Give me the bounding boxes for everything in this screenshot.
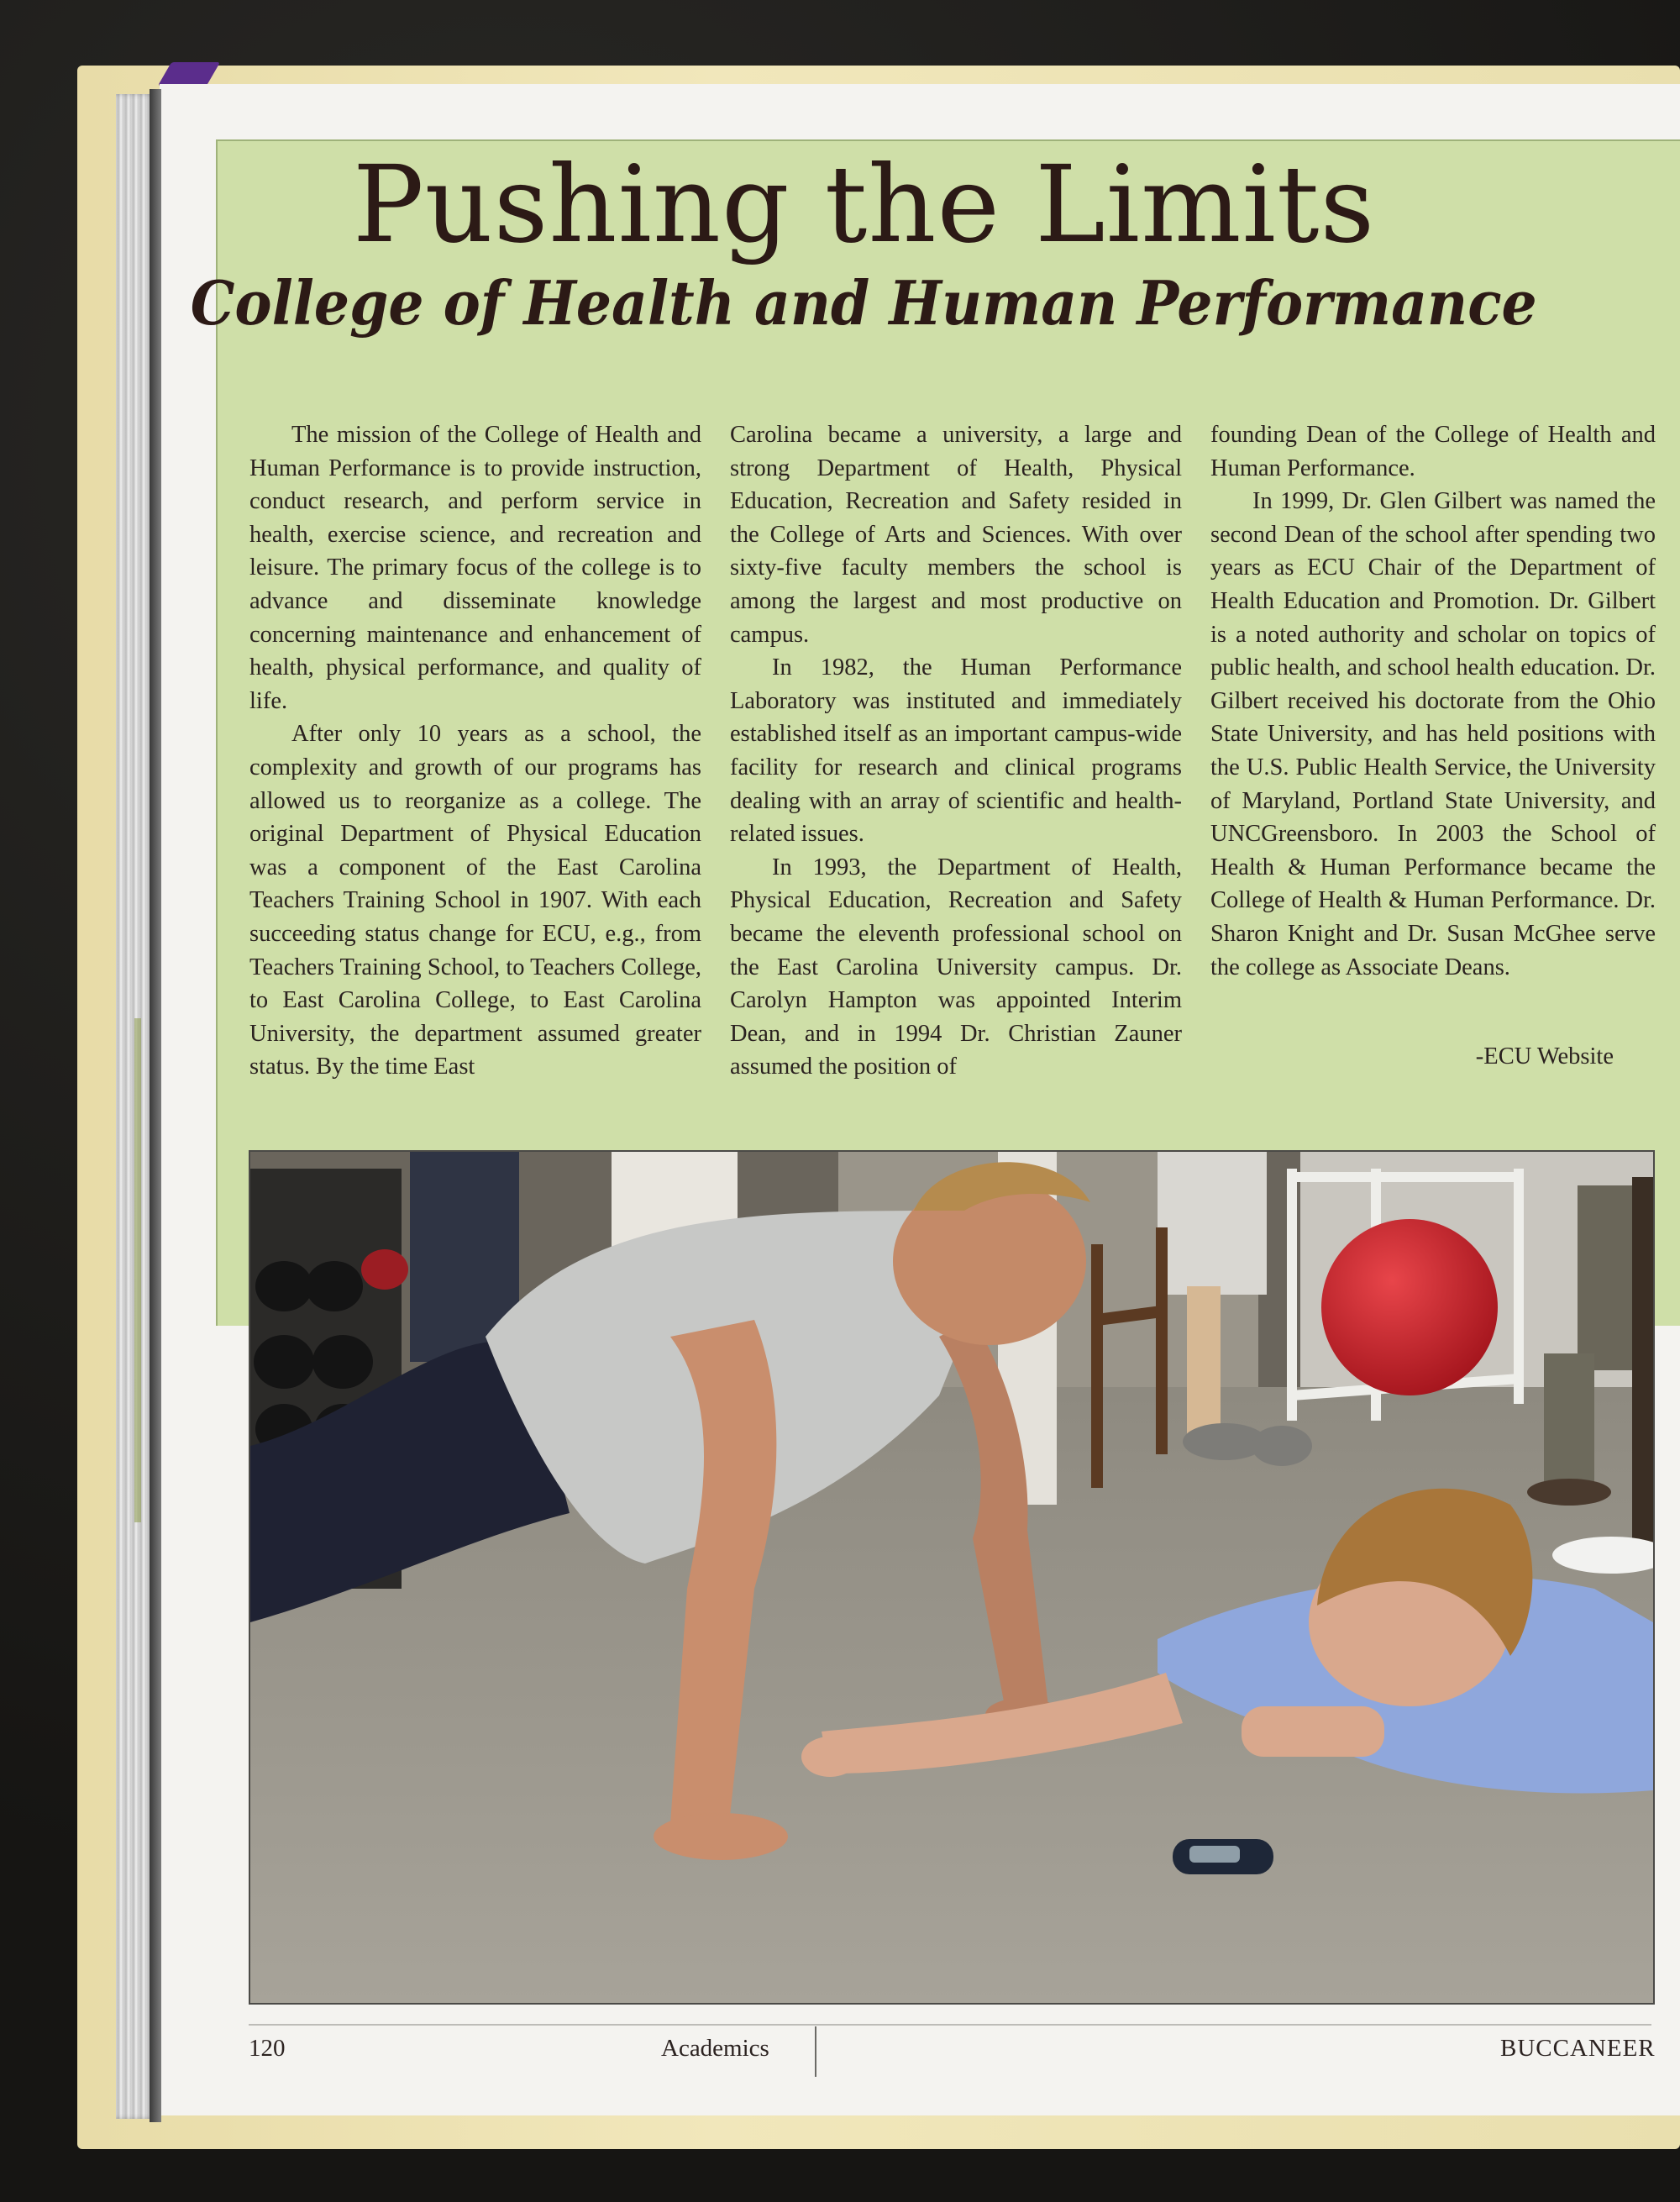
paragraph: In 1982, the Human Performance Laboratory was instituted and immediately established itself as an important campus-wide facility for research and clinical programs dealing with an array of scientific and health-related issues.	[730, 654, 1182, 848]
paragraph: In 1999, Dr. Glen Gilbert was named the second Dean of the school after spending two years as ECU Chair of the Department of Health Education and Promotion. Dr. Gilbert is a noted authority and scholar on topics of public health, and school health education. Dr. Gilbert received his doctorate from the Ohio State University, and has held positions with the U.S. Public Health Service, the University of Maryland, Portland State University, and UNCGreensboro. In 2003 the School of Health & Human Performance became the College of Health & Human Performance. Dr. Sharon Knight and Dr. Susan McGhee serve the college as Associate Deans.	[1210, 488, 1656, 980]
publication-name: BUCCANEER	[1500, 2035, 1656, 2062]
page-subtitle: College of Health and Human Performance	[190, 267, 1537, 339]
paragraph: After only 10 years as a school, the complexity and growth of our programs has allowed us to reorganize as a college. The original Department of Physical Education was a component of the East Carolina Teachers Training School in 1907. With each succeeding status change for ECU, e.g., from Teachers Training School, to Teachers College, to East Carolina College, to East Carolina University, the department assumed greater status. By the time East	[249, 721, 701, 1080]
pushup-photo	[249, 1150, 1655, 2005]
article-credit: -ECU Website	[1475, 1043, 1614, 1069]
photo-illustration	[250, 1152, 1653, 2003]
paragraph: In 1993, the Department of Health, Physical Education, Recreation and Safety became the eleventh professional school on the East Carolina University campus. Dr. Carolyn Hampton was appointed Interim Dean, and in 1994 Dr. Christian Zauner assumed the position of	[730, 854, 1182, 1080]
paragraph: Carolina became a university, a large and strong Department of Health, Physical Education, Recreation and Safety resided in the College of Arts and Sciences. With over sixty-five faculty members the school is among the largest and most productive on campus.	[730, 422, 1182, 648]
page-number: 120	[249, 2035, 286, 2062]
footer-divider	[815, 2026, 816, 2077]
paragraph: The mission of the College of Health and Human Performance is to provide instruction, conduct research, and perform service in health, exercise science, and recreation and leisure. The primary focus of the college is to advance and disseminate knowledge concerning maintenance and enhancement of health, physical performance, and quality of life.	[249, 422, 701, 714]
footer-rule	[249, 2024, 1651, 2026]
paragraph: founding Dean of the College of Health and Human Performance.	[1210, 422, 1656, 481]
article-column-2	[730, 418, 1182, 1084]
article-column-1	[249, 418, 701, 1084]
section-name: Academics	[661, 2035, 769, 2062]
page-title: Pushing the Limits	[352, 143, 1376, 266]
page-gutter	[150, 89, 161, 2122]
article-column-3	[1210, 418, 1656, 984]
